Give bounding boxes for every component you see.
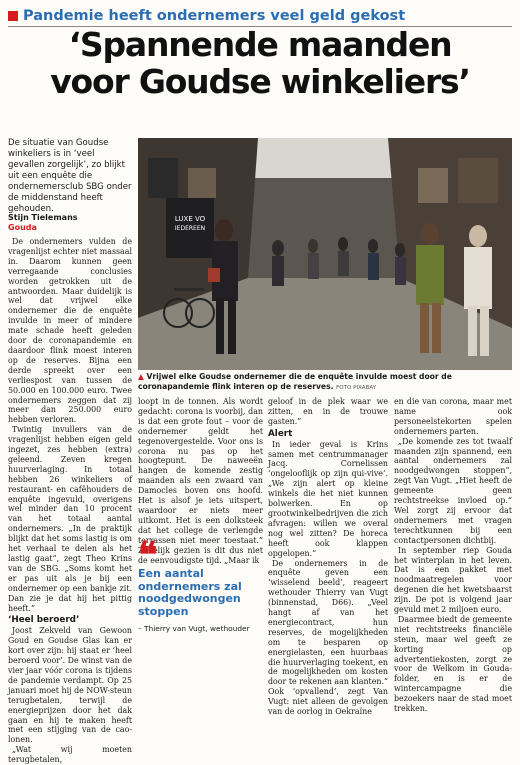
col3-paragraph-0: geloof in de plek waar we zitten, en in de trouwe gasten.”	[268, 397, 388, 426]
col1-paragraph-3: Joost Zekveld van Gewoon Goud en Goudse Glas kan er kort over zijn: hij staat er ‘heel beroerd voor’. De winst van de vier jaar vóór corona is tijdens de pandemie verdampt. Op 25 januari moet hij de NOW-steun terugbetalen, terwijl de energieprijzen door het dak gaan en hij te maken heeft met een stijging van de cao-lonen.	[8, 626, 132, 745]
col1-paragraph-2: Twintig invullers van de vragenlijst hebben eigen geld ingezet, zes hebben (extra) geleend. Zeven kregen huurverlaging. In totaal hebben 26 winkeliers of restaurant- en cafêhouders de enquête ingevuld, overigens wel minder dan 10 procent van het totaal aantal ondernemers. „In de praktijk blijkt dat het soms lastig is om het verhaal te delen als het lastig gaat”, zegt Theo Krins van de SBG. „Soms komt het er pas uit als je bij een ondernemer op een bankje zit. Dan zie je dat hij het pittig heeft.”	[8, 425, 132, 613]
col1-paragraph-4: „Wat wij moeten terugbetalen,	[8, 745, 132, 765]
subhead-heel-beroerd: ‘Heel beroerd’	[8, 615, 80, 626]
col4-paragraph-3: Daarmee biedt de gemeente niet rechtstreeks financiële steun, maar wel geeft ze korting op advertentiekosten, zorgt ze voor de Welkom in Gouda-folder, en is er de wintercampagne die bezoekers naar de stad moet trekken.	[394, 614, 512, 714]
quote-mark-icon: ❝	[138, 534, 158, 576]
street-photo	[138, 138, 512, 370]
headline	[8, 26, 512, 100]
column-1	[8, 237, 132, 765]
intro: De situatie van Goudse winkeliers is in ‘veel gevallen zorgelijk’, zo blijkt uit een enquête die ondernemersclub SBG onder de middenstand heeft gehouden.	[8, 138, 132, 214]
byline	[8, 213, 132, 233]
shop-sign-text-2: IEDEREEN	[174, 225, 206, 232]
dateline-place: Gouda	[8, 223, 37, 232]
photo-caption	[138, 372, 512, 393]
col4-paragraph-1: „De komende zes tot twaalf maanden zijn spannend, een aantal ondernemers zal noodgedwongen stoppen”, zegt Van Vugt. „Hiet heeft de gemeente geen rechtstreekse invloed op.” Wel zorgt zij ervoor dat ondernemers met vragen terechtkunnen bij een contactpersonen dichtbij.	[394, 436, 512, 545]
shop-sign-text: LUXE VO	[174, 215, 206, 223]
pull-quote	[138, 534, 263, 633]
quote-text: Een aantal ondernemers zal noodgedwongen stoppen	[138, 567, 242, 618]
street-photo-illustration	[138, 138, 512, 370]
col3-paragraph-2: De ondernemers in de enquête geven een ‘wisselend beeld’, reageert wethouder Thierry van Vugt (binnenstad, D66). „Veel hangt af van het energiecontract, hun reserves, de mogelijkheden om te besparen op energielasten, een huurbaas die huurverlaging toekent, en de mogelijkheden om kosten door te rekenen aan klanten.” Ook ‘opvallend’, zegt Van Vugt: niet alleen de gevolgen van de oorlog in Oekraïne	[268, 558, 388, 717]
kicker-square-icon	[8, 11, 18, 21]
subhead-alert: Alert	[268, 428, 293, 439]
kicker	[8, 6, 512, 26]
col1-paragraph-1: De ondernemers vulden de vragenlijst echter niet massaal in. Daarom kunnen geen verregaande conclusies worden getrokken uit de antwoorden. Maar duidelijk is wel dat vrijwel elke ondernemer die de enquête invulde in meer of mindere mate schade heeft geleden door de coronapandemie en daardoor flink moest interen op de reserves. Bijna een derde spreekt over een verliespost van tussen de 50.000 en 100.000 euro. Twee ondernemers zeggen dat zij meer dan 250.000 euro hebben verloren.	[8, 237, 132, 425]
col4-paragraph-0: en die van corona, maar met name ook personeelstekorten spelen ondernemers parten.	[394, 397, 512, 436]
caption-credit: FOTO PIXABAY	[336, 384, 377, 391]
quote-attribution: – Thierry van Vugt, wethouder	[138, 624, 250, 633]
author: Stijn Tielemans	[8, 213, 78, 222]
column-3	[268, 397, 388, 717]
headline-line-1: ‘Spannende maanden	[68, 25, 452, 64]
col4-paragraph-2: In september riep Gouda het winterplan in het leven. Dat is een pakket met noodmaatregelen voor degenen die het kwetsbaarst zijn. De pot is volgend jaar gevuld met 2 miljoen euro.	[394, 545, 512, 615]
headline-line-2: voor Goudse winkeliers’	[50, 62, 470, 101]
column-4	[394, 397, 512, 714]
col2-paragraph-1: loopt in de tonnen. Als wordt gedacht: corona is voorbij, dan is dat een grote fout – voor de ondernemer geldt het tegenovergestelde. Voor ons is corona nu pas op het hoogtepunt. De naweeën hangen de komende zestig maanden als een zwaard van Damocles boven ons hoofd. Het is alsof je iets uitspert, waardoor er niets meer uitkomt. Het is een dolksteek dat het college de verlengde terrassen niet meer toestaat.” Zakelijk gezien is dit dus niet de eenvoudigste tijd. „Maar ik	[138, 397, 263, 565]
kicker-text: Pandemie heeft ondernemers veel geld gekost	[23, 8, 406, 24]
caption-text: Vrijwel elke Goudse ondernemer die de enquête invulde moest door de coronapandemie flink interen op de reserves.	[138, 372, 452, 391]
caption-triangle-icon: ▲	[138, 372, 144, 381]
col3-paragraph-1: In ieder geval is Krins samen met centrummanager Jacq. Cornelissen ‘ongelooflijk op zijn qui-vive’. „We zijn alert op kleine winkels die het niet kunnen bolwerken. En op grootwinkelbedrijven die zich afvragen: willen we overal nog wel zitten? De horeca heeft ook klappen opgelopen.”	[268, 439, 388, 558]
